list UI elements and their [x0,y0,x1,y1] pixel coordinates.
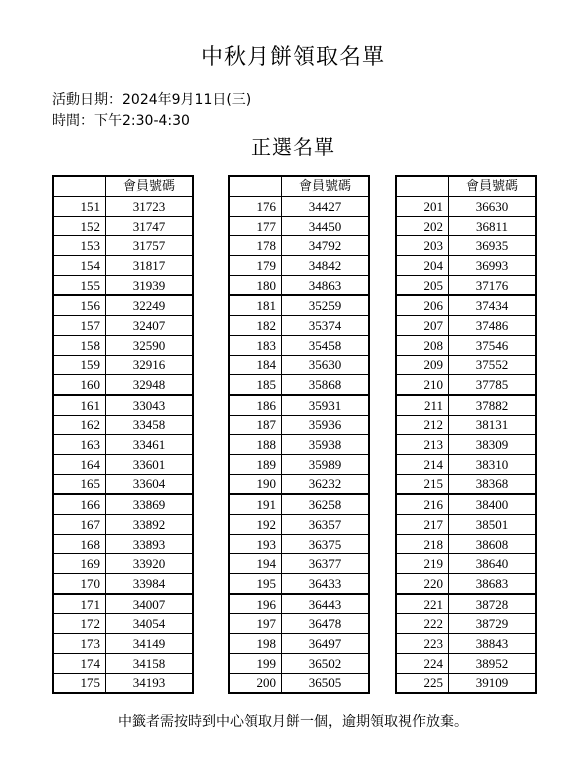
row-number: 207 [396,316,449,336]
table-row [53,236,193,256]
member-number: 35989 [282,454,370,474]
member-number: 35630 [282,355,370,375]
table-row [53,256,193,276]
row-number: 184 [229,355,282,375]
table-header-row [229,176,369,197]
table-row [396,534,536,554]
member-number: 38608 [449,534,537,554]
column-header-member-number: 會員號碼 [106,176,194,197]
member-number: 38729 [449,614,537,634]
table-row [53,634,193,654]
table-row [229,375,369,395]
row-number: 201 [396,197,449,217]
table-row [229,554,369,574]
table-row [53,375,193,395]
member-number: 36357 [282,515,370,535]
header-blank-cell [396,176,449,197]
member-number: 38501 [449,515,537,535]
table-row [53,316,193,336]
member-number: 36935 [449,236,537,256]
table-row [229,295,369,315]
row-number: 224 [396,653,449,673]
row-number: 208 [396,335,449,355]
member-number: 32948 [106,375,194,395]
member-table-1 [52,175,194,694]
table-row [53,435,193,455]
member-number: 33043 [106,395,194,415]
member-number: 36443 [282,594,370,614]
table-row [229,415,369,435]
row-number: 210 [396,375,449,395]
row-number: 193 [229,534,282,554]
member-number: 37434 [449,295,537,315]
member-number: 31817 [106,256,194,276]
row-number: 169 [53,554,106,574]
row-number: 171 [53,594,106,614]
row-number: 216 [396,494,449,514]
table-row [396,634,536,654]
header-blank-cell [53,176,106,197]
table-row [229,454,369,474]
table-row [229,653,369,673]
member-number: 35868 [282,375,370,395]
row-number: 192 [229,515,282,535]
member-number: 37882 [449,395,537,415]
table-row [396,415,536,435]
member-number: 38131 [449,415,537,435]
member-number: 34427 [282,197,370,217]
row-number: 199 [229,653,282,673]
row-number: 172 [53,614,106,634]
member-number: 38368 [449,474,537,494]
member-number: 36478 [282,614,370,634]
table-row [396,594,536,614]
column-header-member-number: 會員號碼 [282,176,370,197]
table-row [229,435,369,455]
member-number: 33869 [106,494,194,514]
table-row [396,275,536,295]
footer-note: 中籤者需按時到中心領取月餅一個，逾期領取視作放棄。 [118,714,468,730]
member-number: 34450 [282,216,370,236]
row-number: 161 [53,395,106,415]
member-number: 37486 [449,316,537,336]
row-number: 168 [53,534,106,554]
member-number: 36232 [282,474,370,494]
member-number: 36377 [282,554,370,574]
member-number: 37552 [449,355,537,375]
table-row [396,454,536,474]
table-row [53,335,193,355]
row-number: 182 [229,316,282,336]
row-number: 179 [229,256,282,276]
table-row [396,197,536,217]
column-header-member-number: 會員號碼 [449,176,537,197]
member-number: 36497 [282,634,370,654]
row-number: 181 [229,295,282,315]
table-row [396,236,536,256]
member-number: 31757 [106,236,194,256]
row-number: 170 [53,574,106,594]
row-number: 175 [53,673,106,693]
table-row [396,395,536,415]
member-number: 36502 [282,653,370,673]
table-row [396,435,536,455]
member-number: 32407 [106,316,194,336]
table-row [53,295,193,315]
member-number: 34007 [106,594,194,614]
table-row [396,673,536,693]
row-number: 174 [53,653,106,673]
member-number: 33893 [106,534,194,554]
member-number: 38310 [449,454,537,474]
member-number: 36258 [282,494,370,514]
table-row [229,574,369,594]
row-number: 167 [53,515,106,535]
row-number: 160 [53,375,106,395]
table-row [229,534,369,554]
row-number: 156 [53,295,106,315]
table-row [53,197,193,217]
row-number: 222 [396,614,449,634]
member-number: 31723 [106,197,194,217]
row-number: 151 [53,197,106,217]
row-number: 197 [229,614,282,634]
table-row [53,534,193,554]
member-number: 34054 [106,614,194,634]
table-row [229,594,369,614]
row-number: 173 [53,634,106,654]
table-header-row [53,176,193,197]
activity-date: 活動日期：2024年9月11日(三) [52,92,252,108]
row-number: 154 [53,256,106,276]
table-row [396,335,536,355]
row-number: 196 [229,594,282,614]
table-row [396,316,536,336]
table-header-row [396,176,536,197]
row-number: 198 [229,634,282,654]
member-number: 38683 [449,574,537,594]
table-row [53,355,193,375]
member-number: 37176 [449,275,537,295]
list-subtitle: 正選名單 [251,135,335,159]
member-number: 37546 [449,335,537,355]
row-number: 212 [396,415,449,435]
row-number: 189 [229,454,282,474]
row-number: 186 [229,395,282,415]
row-number: 165 [53,474,106,494]
member-number: 32590 [106,335,194,355]
table-row [229,355,369,375]
table-row [229,515,369,535]
table-row [229,395,369,415]
page-title: 中秋月餅領取名單 [200,45,385,70]
table-row [396,494,536,514]
table-row [53,494,193,514]
member-table-2 [228,175,370,694]
row-number: 191 [229,494,282,514]
table-row [229,335,369,355]
row-number: 177 [229,216,282,236]
table-row [396,653,536,673]
member-number: 33601 [106,454,194,474]
table-row [229,614,369,634]
member-number: 34158 [106,653,194,673]
member-number: 37785 [449,375,537,395]
row-number: 218 [396,534,449,554]
table-row [53,515,193,535]
row-number: 219 [396,554,449,574]
table-row [229,474,369,494]
row-number: 194 [229,554,282,574]
row-number: 176 [229,197,282,217]
table-row [396,614,536,634]
row-number: 203 [396,236,449,256]
member-number: 34792 [282,236,370,256]
member-number: 34193 [106,673,194,693]
table-row [396,216,536,236]
member-number: 33461 [106,435,194,455]
table-row [53,673,193,693]
member-number: 31939 [106,275,194,295]
table-row [396,574,536,594]
table-row [53,574,193,594]
table-row [53,415,193,435]
row-number: 220 [396,574,449,594]
row-number: 187 [229,415,282,435]
row-number: 180 [229,275,282,295]
member-number: 38400 [449,494,537,514]
row-number: 163 [53,435,106,455]
row-number: 178 [229,236,282,256]
member-number: 34863 [282,275,370,295]
member-number: 36811 [449,216,537,236]
table-row [229,316,369,336]
row-number: 185 [229,375,282,395]
table-row [396,375,536,395]
row-number: 155 [53,275,106,295]
table-row [53,454,193,474]
member-number: 38843 [449,634,537,654]
row-number: 157 [53,316,106,336]
member-number: 33892 [106,515,194,535]
table-row [396,355,536,375]
member-number: 34149 [106,634,194,654]
row-number: 152 [53,216,106,236]
row-number: 206 [396,295,449,315]
row-number: 215 [396,474,449,494]
row-number: 221 [396,594,449,614]
member-number: 36993 [449,256,537,276]
member-number: 35259 [282,295,370,315]
member-number: 36505 [282,673,370,693]
row-number: 183 [229,335,282,355]
member-number: 33984 [106,574,194,594]
row-number: 200 [229,673,282,693]
table-row [396,256,536,276]
row-number: 190 [229,474,282,494]
table-row [396,474,536,494]
member-number: 33920 [106,554,194,574]
member-number: 31747 [106,216,194,236]
member-number: 38640 [449,554,537,574]
activity-time: 時間：下午2:30-4:30 [52,113,190,129]
table-row [229,197,369,217]
header-blank-cell [229,176,282,197]
row-number: 209 [396,355,449,375]
row-number: 195 [229,574,282,594]
member-number: 32916 [106,355,194,375]
table-row [229,494,369,514]
row-number: 211 [396,395,449,415]
table-row [396,515,536,535]
row-number: 225 [396,673,449,693]
table-row [53,594,193,614]
member-number: 38728 [449,594,537,614]
table-row [229,275,369,295]
row-number: 217 [396,515,449,535]
table-row [53,395,193,415]
member-number: 35374 [282,316,370,336]
row-number: 162 [53,415,106,435]
table-row [229,216,369,236]
table-row [53,216,193,236]
table-row [53,554,193,574]
row-number: 166 [53,494,106,514]
table-row [396,295,536,315]
table-row [53,275,193,295]
row-number: 159 [53,355,106,375]
member-number: 39109 [449,673,537,693]
member-number: 35931 [282,395,370,415]
table-row [396,554,536,574]
member-number: 38309 [449,435,537,455]
row-number: 214 [396,454,449,474]
member-number: 36433 [282,574,370,594]
member-number: 35936 [282,415,370,435]
member-number: 36630 [449,197,537,217]
member-number: 36375 [282,534,370,554]
row-number: 158 [53,335,106,355]
member-table-3 [395,175,537,694]
table-row [53,653,193,673]
member-number: 35938 [282,435,370,455]
member-number: 34842 [282,256,370,276]
row-number: 204 [396,256,449,276]
table-row [229,673,369,693]
table-row [53,474,193,494]
table-row [53,614,193,634]
row-number: 205 [396,275,449,295]
table-row [229,236,369,256]
row-number: 188 [229,435,282,455]
row-number: 202 [396,216,449,236]
row-number: 164 [53,454,106,474]
member-number: 35458 [282,335,370,355]
row-number: 153 [53,236,106,256]
table-row [229,256,369,276]
member-number: 38952 [449,653,537,673]
row-number: 223 [396,634,449,654]
member-number: 32249 [106,295,194,315]
table-row [229,634,369,654]
member-number: 33604 [106,474,194,494]
member-number: 33458 [106,415,194,435]
row-number: 213 [396,435,449,455]
